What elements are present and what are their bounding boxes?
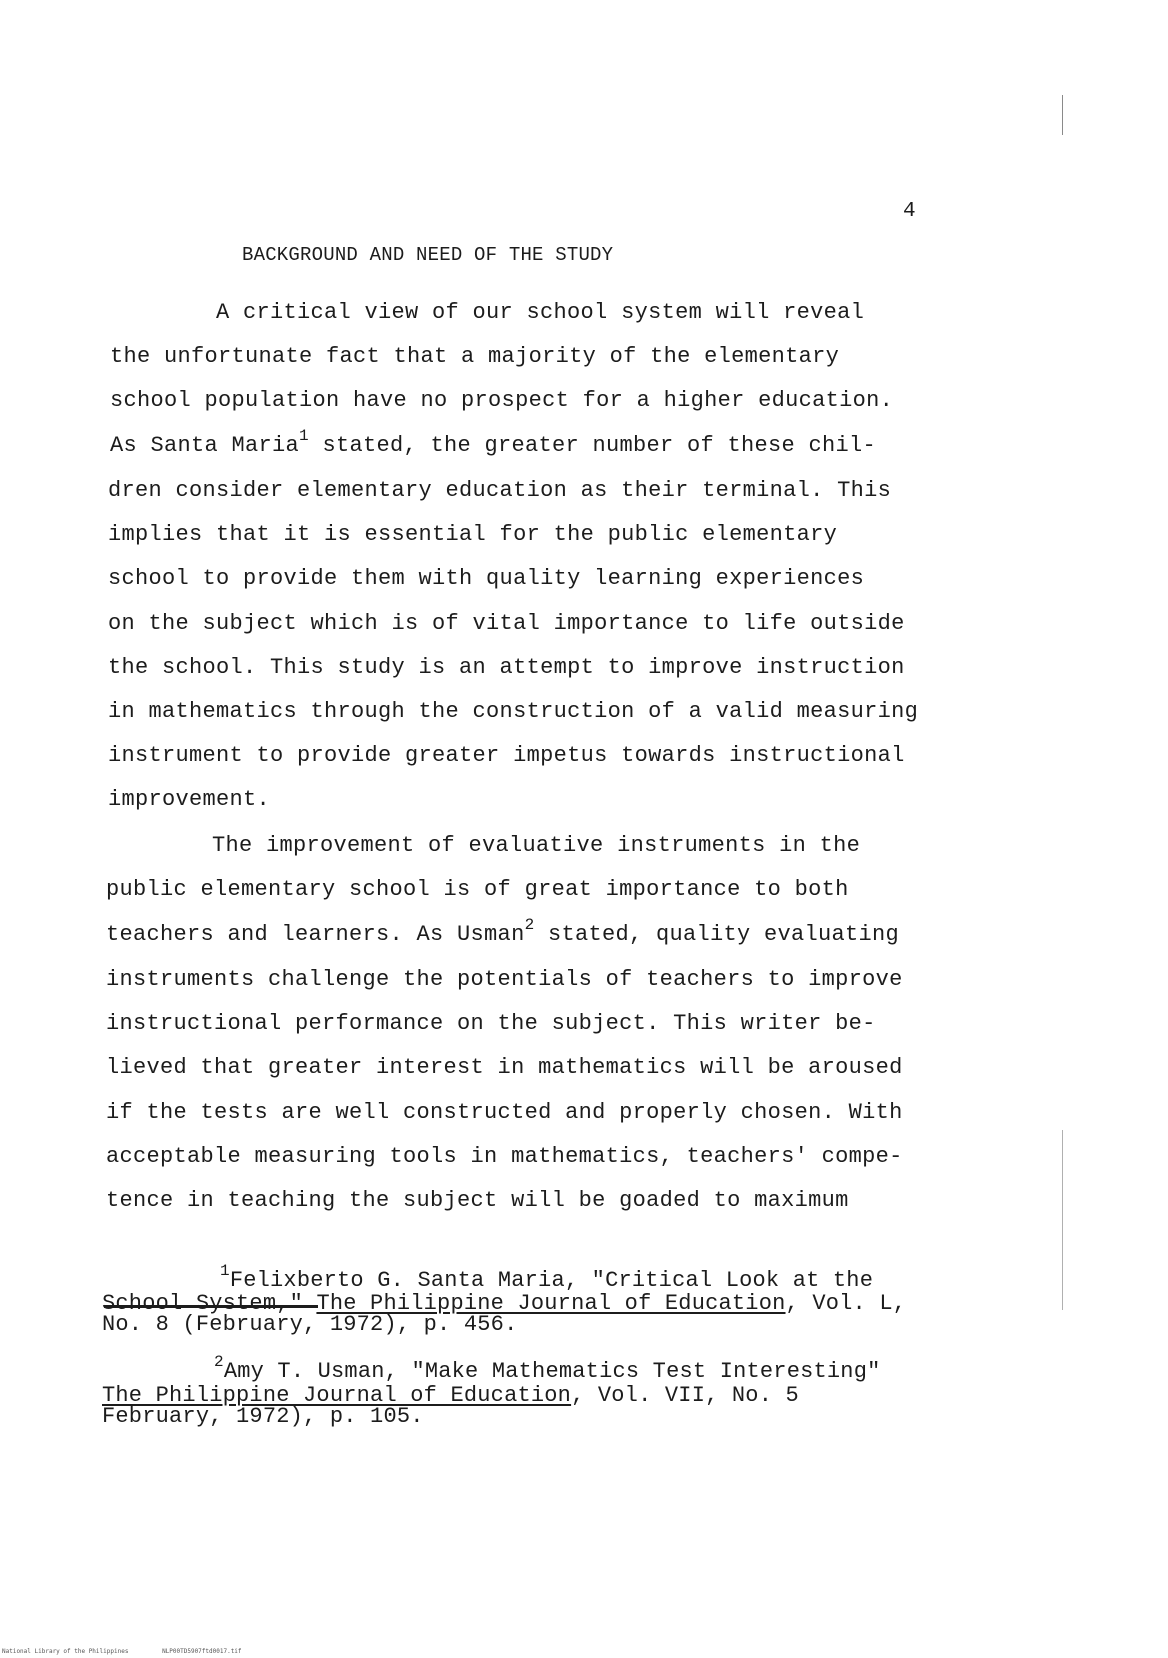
line-text: teachers and learners. As Usman bbox=[106, 922, 525, 947]
footnote-ref-2: 2 bbox=[524, 916, 535, 934]
page-number: 4 bbox=[903, 200, 916, 223]
footnote-text: , Vol. L, bbox=[785, 1291, 907, 1316]
line-text: As Santa Maria bbox=[110, 433, 300, 458]
paragraph-line: The improvement of evaluative instruments in the bbox=[212, 833, 861, 858]
footnote-line bbox=[214, 1353, 881, 1384]
paragraph-line: in mathematics through the construction of a valid measuring bbox=[108, 699, 919, 724]
footnote-line: February, 1972), p. 105. bbox=[102, 1404, 424, 1429]
paragraph-line: implies that it is essential for the public elementary bbox=[108, 522, 838, 547]
journal-title: The Philippine Journal of Education bbox=[102, 1383, 572, 1408]
line-text: stated, quality evaluating bbox=[534, 922, 900, 947]
footnote-text: , Vol. VII, No. 5 bbox=[571, 1383, 799, 1408]
scan-footer bbox=[2, 1648, 272, 1655]
paragraph-line: the unfortunate fact that a majority of the elementary bbox=[110, 344, 840, 369]
paragraph-line: instrument to provide greater impetus towards instructional bbox=[108, 743, 905, 768]
footnote-text: Amy T. Usman, "Make Mathematics Test Interesting" bbox=[223, 1359, 881, 1384]
scan-artifact bbox=[1062, 1130, 1063, 1310]
paragraph-line bbox=[106, 916, 900, 947]
paragraph-line: improvement. bbox=[108, 787, 271, 812]
paragraph-line: school to provide them with quality learning experiences bbox=[108, 566, 865, 591]
section-heading: BACKGROUND AND NEED OF THE STUDY bbox=[242, 244, 614, 266]
file-name: NLP00TD5907ftd0017.tif bbox=[162, 1648, 242, 1655]
line-text: stated, the greater number of these chil- bbox=[308, 433, 877, 458]
journal-title: The Philippine Journal of Education bbox=[316, 1291, 786, 1316]
paragraph-line: public elementary school is of great importance to both bbox=[106, 877, 849, 902]
paragraph-line: the school. This study is an attempt to improve instruction bbox=[108, 655, 905, 680]
footnote-line: No. 8 (February, 1972), p. 456. bbox=[102, 1312, 518, 1337]
paragraph-line: on the subject which is of vital importance to life outside bbox=[108, 611, 905, 636]
library-name: National Library of the Philippines bbox=[2, 1648, 129, 1655]
paragraph-line: instructional performance on the subject. This writer be- bbox=[106, 1011, 876, 1036]
footnote-marker: 1 bbox=[220, 1262, 230, 1280]
scan-artifact bbox=[1062, 95, 1063, 135]
footnote-text: Felixberto G. Santa Maria, "Critical Look at the bbox=[229, 1268, 874, 1293]
paragraph-line: instruments challenge the potentials of teachers to improve bbox=[106, 967, 903, 992]
footnote-marker: 2 bbox=[214, 1353, 224, 1371]
paragraph-line: lieved that greater interest in mathematics will be aroused bbox=[106, 1055, 903, 1080]
paragraph-line: dren consider elementary education as their terminal. This bbox=[108, 478, 892, 503]
footnote-ref-1: 1 bbox=[299, 427, 309, 445]
paragraph-line: acceptable measuring tools in mathematics, teachers' compe- bbox=[106, 1144, 903, 1169]
paragraph-line bbox=[110, 427, 877, 458]
footnote-line bbox=[220, 1262, 874, 1293]
paragraph-line: school population have no prospect for a higher education. bbox=[110, 388, 894, 413]
paragraph-line: A critical view of our school system will reveal bbox=[216, 300, 865, 325]
footnote-text: School System," bbox=[102, 1291, 317, 1316]
paragraph-line: if the tests are well constructed and properly chosen. With bbox=[106, 1100, 903, 1125]
paragraph-line: tence in teaching the subject will be goaded to maximum bbox=[106, 1188, 849, 1213]
